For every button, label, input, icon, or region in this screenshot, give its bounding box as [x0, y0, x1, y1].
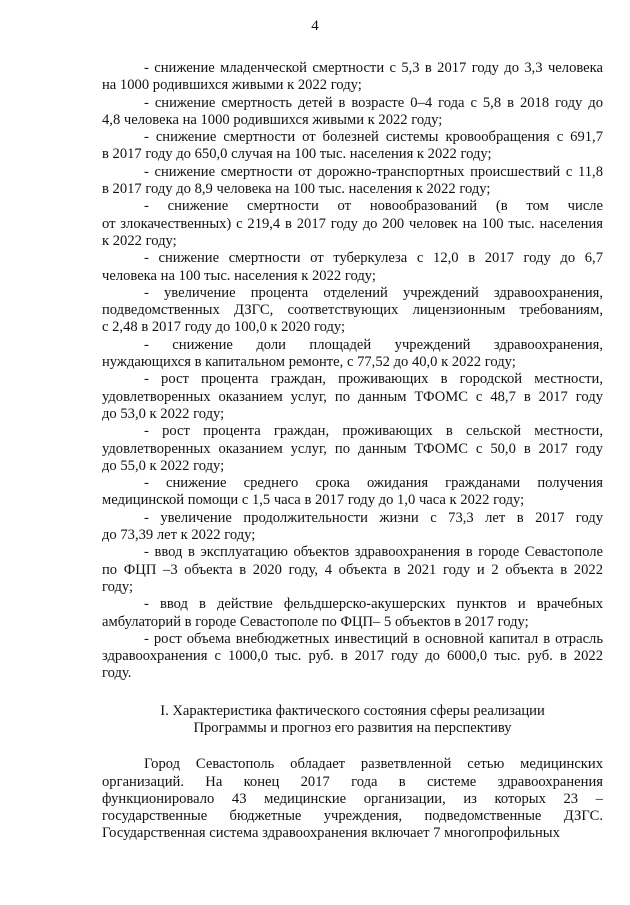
indicator-item-line: - снижение смертности от туберкулеза с 12,0 в 2017 году до 6,7 [144, 250, 603, 267]
intro-paragraph-line: Государственная система здравоохранения включает 7 многопрофильных [102, 825, 560, 842]
indicator-item-line: здравоохранения с 1000,0 тыс. руб. в 2017 году до 6000,0 тыс. руб. в 2022 [102, 648, 603, 665]
section-title-line: I. Характеристика фактического состояния сферы реализации [160, 702, 545, 719]
indicator-item-line: году. [102, 665, 132, 682]
indicator-item [102, 423, 603, 475]
indicator-item-line: - рост процента граждан, проживающих в сельской местности, [144, 423, 603, 440]
indicator-list [102, 60, 603, 683]
intro-paragraph-line: функционировало 43 медицинские организации, из которых 23 – [102, 790, 603, 807]
intro-paragraph-line: Город Севастополь обладает разветвленной сетью медицинских [144, 756, 603, 773]
indicator-item-line: удовлетворенных оказанием услуг, по данным ТФОМС с 50,0 в 2017 году [102, 440, 603, 457]
indicator-item [102, 337, 603, 372]
indicator-item-line: амбулаторий в городе Севастополе по ФЦП– 5 объектов в 2017 году; [102, 613, 529, 630]
indicator-item-line: - увеличение процента отделений учреждений здравоохранения, [144, 284, 603, 301]
indicator-item [102, 164, 603, 199]
indicator-item-line: - снижение смертности от дорожно-транспортных происшествий с 11,8 [144, 163, 603, 180]
indicator-item-line: человека на 100 тыс. населения к 2022 году; [102, 267, 376, 284]
indicator-item [102, 510, 603, 545]
indicator-item-line: году; [102, 578, 134, 595]
indicator-item [102, 285, 603, 337]
indicator-item-line: по ФЦП –3 объекта в 2020 году, 4 объекта в 2021 году и 2 объекта в 2022 [102, 561, 603, 578]
indicator-item-line: - ввод в эксплуатацию объектов здравоохранения в городе Севастополе [144, 544, 603, 561]
indicator-item [102, 250, 603, 285]
indicator-item-line: до 53,0 к 2022 году; [102, 405, 225, 422]
indicator-item [102, 596, 603, 631]
section-title [102, 703, 603, 738]
indicator-item-line: - снижение смертности от новообразований (в том числе [144, 198, 603, 215]
indicator-item-line: нуждающихся в капитальном ремонте, с 77,52 до 40,0 к 2022 году; [102, 354, 516, 371]
indicator-item-line: - снижение среднего срока ожидания гражданами получения [144, 475, 603, 492]
indicator-item-line: - увеличение продолжительности жизни с 73,3 лет в 2017 году [144, 509, 603, 526]
indicator-item-line: - ввод в действие фельдшерско-акушерских пунктов и врачебных [144, 596, 603, 613]
intro-paragraph [102, 756, 603, 842]
indicator-item [102, 371, 603, 423]
indicator-item-line: в 2017 году до 8,9 человека на 100 тыс. населения к 2022 году; [102, 181, 491, 198]
indicator-item-line: 4,8 человека на 1000 родившихся живыми к 2022 году; [102, 111, 443, 128]
indicator-item-line: до 73,39 лет к 2022 году; [102, 527, 256, 544]
indicator-item [102, 60, 603, 95]
indicator-item-line: - снижение смертности от болезней системы кровообращения с 691,7 [144, 129, 603, 146]
indicator-item [102, 95, 603, 130]
indicator-item-line: удовлетворенных оказанием услуг, по данным ТФОМС с 48,7 в 2017 году [102, 388, 603, 405]
indicator-item [102, 544, 603, 596]
indicator-item-line: до 55,0 к 2022 году; [102, 457, 225, 474]
section-title-line: Программы и прогноз его развития на перспективу [193, 719, 512, 736]
indicator-item-line: - снижение доли площадей учреждений здравоохранения, [144, 336, 603, 353]
indicator-item-line: к 2022 году; [102, 232, 177, 249]
document-body [102, 60, 603, 843]
indicator-item-line: медицинской помощи с 1,5 часа в 2017 году до 1,0 часа к 2022 году; [102, 492, 525, 509]
indicator-item-line: - рост объема внебюджетных инвестиций в основной капитал в отрасль [144, 630, 603, 647]
indicator-item-line: в 2017 году до 650,0 случая на 100 тыс. населения к 2022 году; [102, 146, 492, 163]
indicator-item [102, 129, 603, 164]
indicator-item [102, 475, 603, 510]
indicator-item-line: на 1000 родившихся живыми к 2022 году; [102, 77, 362, 94]
indicator-item-line: - снижение смертность детей в возрасте 0–4 года с 5,8 в 2018 году до [144, 94, 603, 111]
intro-paragraph-line: государственные бюджетные учреждения, подведомственные ДЗГС. [102, 808, 603, 825]
indicator-item [102, 631, 603, 683]
indicator-item-line: - снижение младенческой смертности с 5,3 в 2017 году до 3,3 человека [144, 60, 603, 76]
intro-paragraph-line: организаций. На конец 2017 года в системе здравоохранения [102, 773, 603, 790]
indicator-item [102, 198, 603, 250]
indicator-item-line: от злокачественных) с 219,4 в 2017 году до 200 человек на 100 тыс. населения [102, 215, 603, 232]
indicator-item-line: подведомственных ДЗГС, соответствующих лицензионным требованиям, [102, 302, 603, 319]
indicator-item-line: с 2,48 в 2017 году до 100,0 к 2020 году; [102, 319, 346, 336]
page-number: 4 [311, 18, 319, 34]
indicator-item-line: - рост процента граждан, проживающих в городской местности, [144, 371, 603, 388]
